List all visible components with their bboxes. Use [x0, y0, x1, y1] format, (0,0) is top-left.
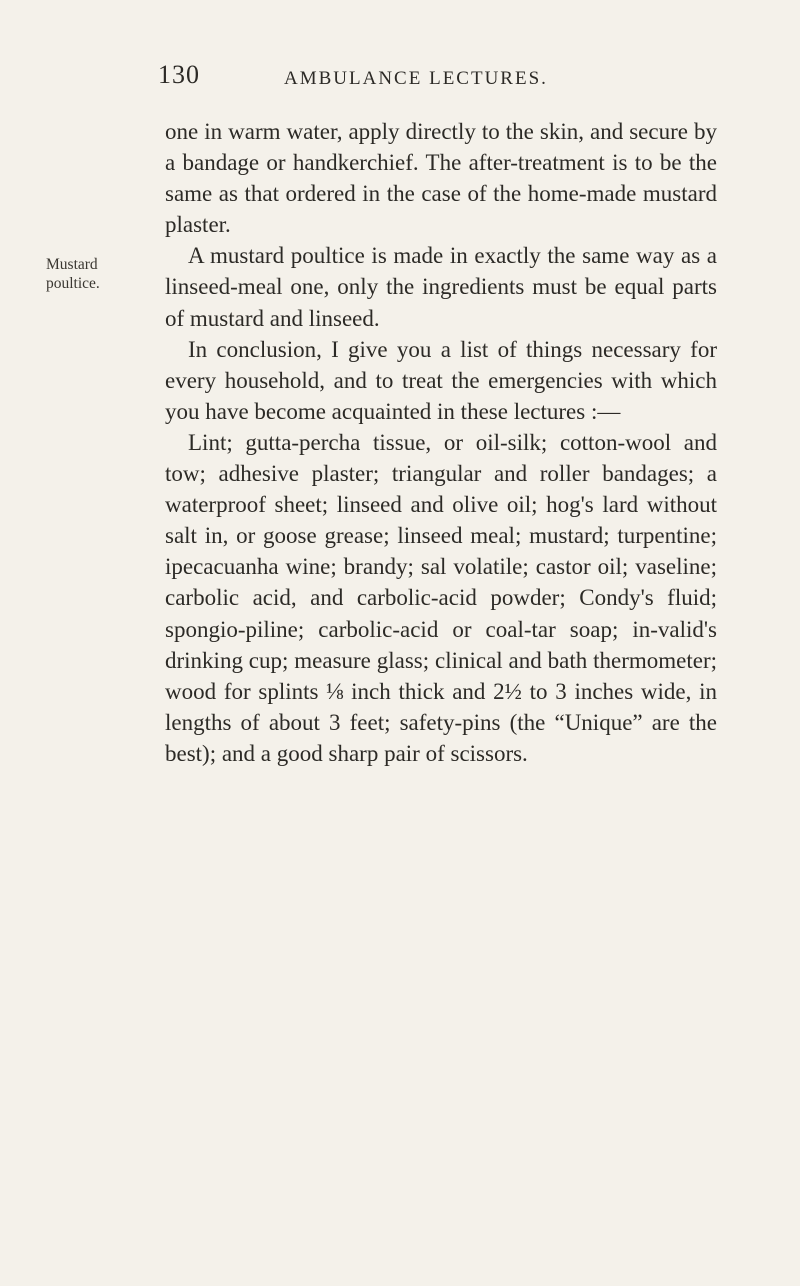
paragraph-conclusion: In conclusion, I give you a list of things necessary for every household, and to treat the emergencies with which you have become acquainted in these lectures :— — [165, 336, 717, 424]
margin-note-line-2: poultice. — [46, 275, 100, 292]
margin-note — [46, 255, 128, 293]
margin-note-line-1: Mustard — [46, 256, 98, 273]
paragraph-continuation: one in warm water, apply directly to the skin, and secure by a bandage or handkerchief. The after-treatment is to be the same as that ordered in the case of the home-made mustard plaster. — [165, 119, 717, 238]
paragraph-mustard-poultice: A mustard poultice is made in exactly the same way as a linseed-meal one, only the ingredients must be equal parts of mustard and linseed. — [165, 243, 717, 331]
page-number: 130 — [158, 60, 200, 89]
page-header — [158, 60, 718, 96]
body-text — [165, 116, 717, 769]
paragraph-household-list: Lint; gutta-percha tissue, or oil-silk; cotton-wool and tow; adhesive plaster; triangular and roller bandages; a waterproof sheet; linseed and olive oil; hog's lard without salt in, or goose grease; linseed meal; mustard; turpentine; ipecacuanha wine; brandy; sal volatile; castor oil; vaseline; carbolic acid, and carbolic-acid powder; Condy's fluid; spongio-piline; carbolic-acid or coal-tar soap; in-valid's drinking cup; measure glass; clinical and bath thermometer; wood for splints ⅛ inch thick and 2½ to 3 inches wide, in lengths of about 3 feet; safety-pins (the “Unique” are the best); and a good sharp pair of scissors. — [165, 429, 717, 766]
running-head: AMBULANCE LECTURES. — [284, 68, 548, 89]
